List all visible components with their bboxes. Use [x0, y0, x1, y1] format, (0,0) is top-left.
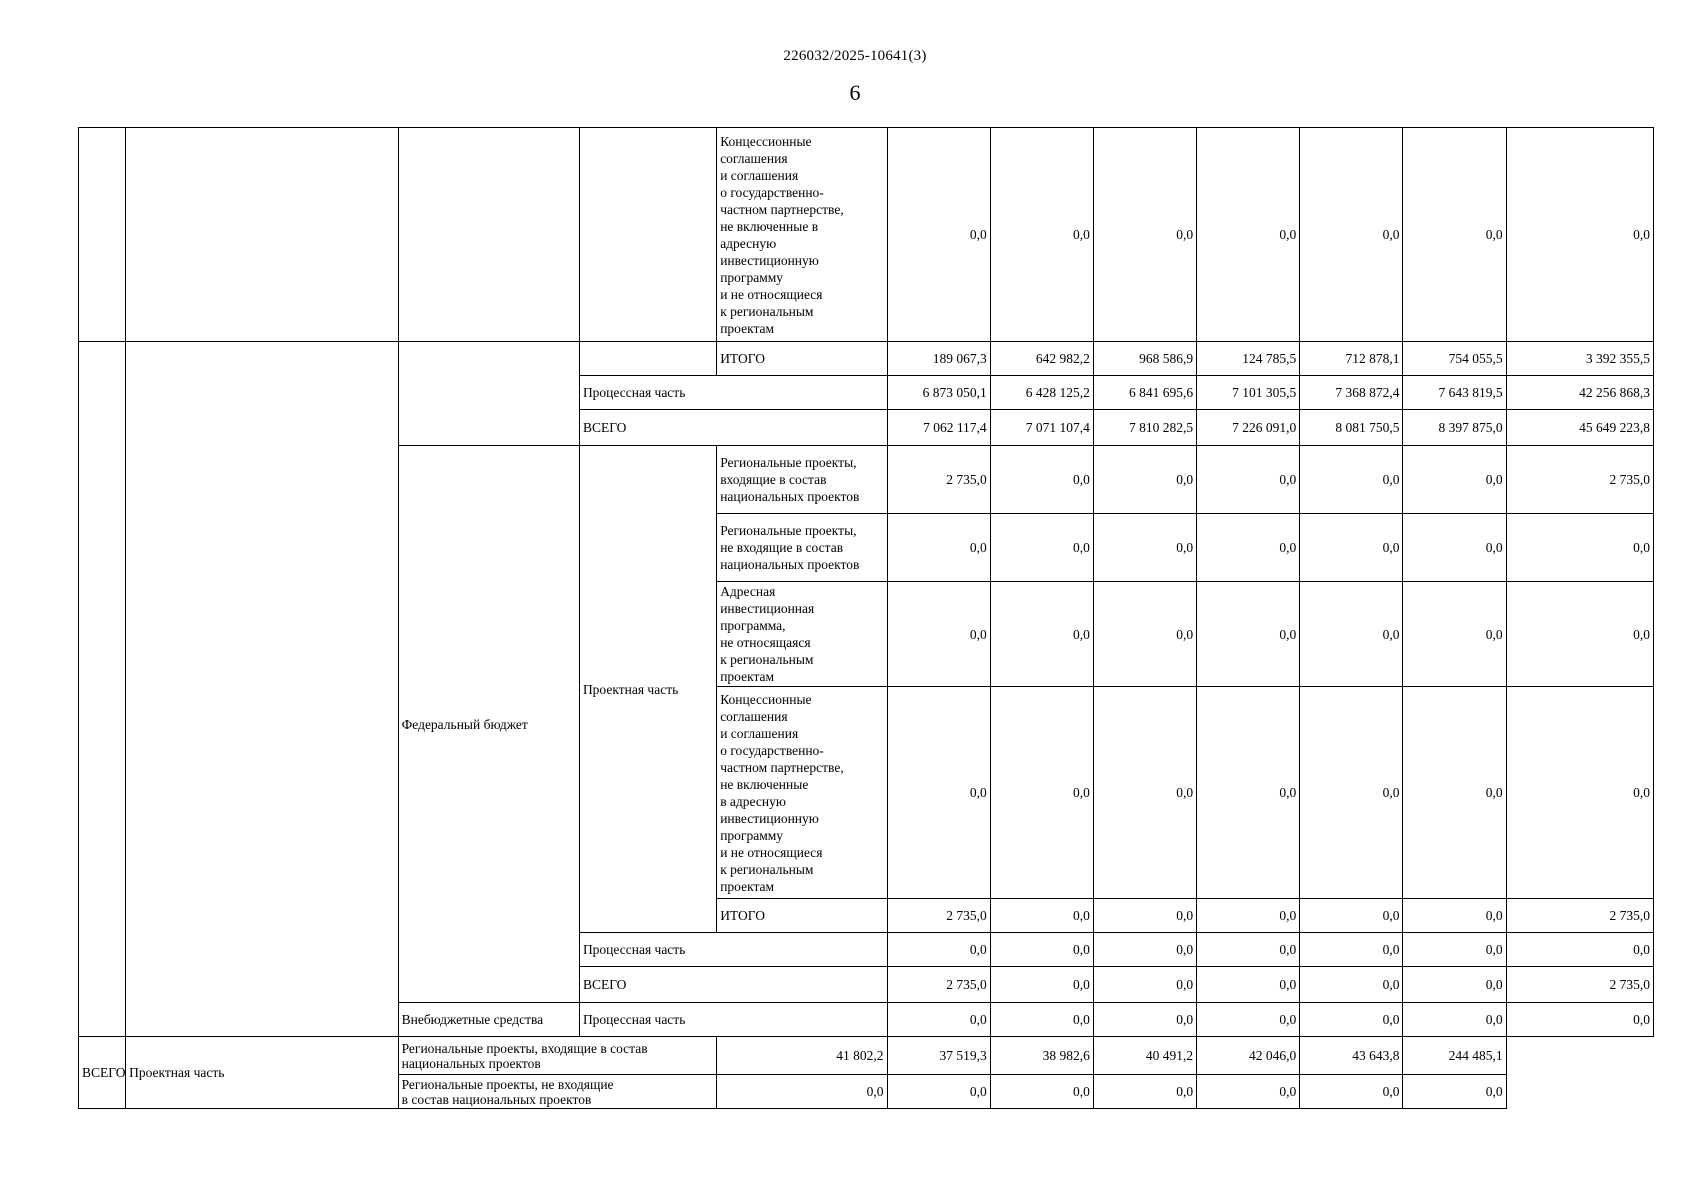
value-cell: 0,0: [1197, 967, 1300, 1003]
value-cell: 0,0: [887, 1003, 990, 1037]
value-cell: 8 397 875,0: [1403, 410, 1506, 446]
value-cell: 45 649 223,8: [1506, 410, 1653, 446]
value-cell: 0,0: [1093, 1003, 1196, 1037]
value-cell: 0,0: [1506, 128, 1653, 342]
value-cell: 7 226 091,0: [1197, 410, 1300, 446]
value-cell: 0,0: [1403, 1075, 1506, 1109]
value-cell: 0,0: [1197, 1003, 1300, 1037]
value-cell: 0,0: [1403, 1003, 1506, 1037]
value-cell: 0,0: [1300, 687, 1403, 899]
value-cell: 0,0: [1300, 1075, 1403, 1109]
value-cell: 2 735,0: [1506, 446, 1653, 514]
value-cell: 7 810 282,5: [1093, 410, 1196, 446]
extrabudget-label: Внебюджетные средства: [398, 1003, 579, 1037]
value-cell: 0,0: [1403, 899, 1506, 933]
value-cell: 0,0: [1506, 1003, 1653, 1037]
row-label-itogo: ИТОГО: [717, 899, 887, 933]
row-label-regional-in-national: Региональные проекты, входящие в состав национальных проектов: [717, 446, 887, 514]
value-cell: 0,0: [990, 899, 1093, 933]
cell-empty: [398, 342, 579, 446]
value-cell: 40 491,2: [1093, 1037, 1196, 1075]
value-cell: 41 802,2: [717, 1037, 887, 1075]
value-cell: 642 982,2: [990, 342, 1093, 376]
value-cell: 0,0: [1300, 582, 1403, 687]
value-cell: 7 062 117,4: [887, 410, 990, 446]
value-cell: 0,0: [990, 446, 1093, 514]
value-cell: 6 428 125,2: [990, 376, 1093, 410]
value-cell: 0,0: [887, 687, 990, 899]
value-cell: 2 735,0: [887, 967, 990, 1003]
value-cell: 0,0: [1197, 899, 1300, 933]
row-label-concession: Концессионные соглашения и соглашения о государственно- частном партнерстве, не включенные в адресную инвестиционную программу и не относящиеся к региональным проектам: [717, 687, 887, 899]
value-cell: 0,0: [1093, 514, 1196, 582]
cell-empty: [398, 128, 579, 342]
table-row: [79, 1037, 1654, 1075]
value-cell: 0,0: [1403, 687, 1506, 899]
value-cell: 189 067,3: [887, 342, 990, 376]
value-cell: 42 046,0: [1197, 1037, 1300, 1075]
row-label-regional-not-national: Региональные проекты, не входящие в состав национальных проектов: [717, 514, 887, 582]
value-cell: 0,0: [1093, 582, 1196, 687]
cell-empty: [579, 128, 716, 342]
value-cell: 38 982,6: [990, 1037, 1093, 1075]
project-part-label: Проектная часть: [579, 446, 716, 933]
row-label-vsego: ВСЕГО: [579, 410, 887, 446]
value-cell: 0,0: [990, 128, 1093, 342]
value-cell: 0,0: [1506, 687, 1653, 899]
value-cell: 0,0: [1093, 687, 1196, 899]
value-cell: 0,0: [1197, 687, 1300, 899]
value-cell: 0,0: [1300, 514, 1403, 582]
federal-budget-label: Федеральный бюджет: [398, 446, 579, 1003]
value-cell: 0,0: [990, 582, 1093, 687]
value-cell: 0,0: [1093, 446, 1196, 514]
value-cell: 0,0: [1300, 933, 1403, 967]
value-cell: 0,0: [1300, 1003, 1403, 1037]
value-cell: 7 101 305,5: [1197, 376, 1300, 410]
value-cell: 2 735,0: [1506, 967, 1653, 1003]
cell-empty: [579, 342, 716, 376]
value-cell: 42 256 868,3: [1506, 376, 1653, 410]
row-label-itogo: ИТОГО: [717, 342, 887, 376]
value-cell: 0,0: [1403, 967, 1506, 1003]
value-cell: 0,0: [887, 128, 990, 342]
value-cell: 7 071 107,4: [990, 410, 1093, 446]
row-label-process-part: Процессная часть: [579, 376, 887, 410]
value-cell: 2 735,0: [887, 899, 990, 933]
value-cell: 0,0: [1093, 128, 1196, 342]
budget-table: [78, 127, 1654, 1109]
value-cell: 0,0: [1093, 899, 1196, 933]
value-cell: 0,0: [1197, 446, 1300, 514]
table-row: [79, 128, 1654, 342]
value-cell: 0,0: [1197, 582, 1300, 687]
value-cell: 0,0: [1093, 967, 1196, 1003]
value-cell: 0,0: [990, 687, 1093, 899]
document-number: 226032/2025-10641(3): [783, 48, 927, 64]
value-cell: 0,0: [1197, 128, 1300, 342]
value-cell: 0,0: [1506, 582, 1653, 687]
total-project-part-label: Проектная часть: [126, 1037, 399, 1109]
row-label-regional-not-national: Региональные проекты, не входящие в состав национальных проектов: [398, 1075, 717, 1109]
value-cell: 6 841 695,6: [1093, 376, 1196, 410]
value-cell: 0,0: [990, 1075, 1093, 1109]
row-label-vsego: ВСЕГО: [579, 967, 887, 1003]
value-cell: 0,0: [1403, 446, 1506, 514]
row-label-concession: Концессионные соглашения и соглашения о государственно- частном партнерстве, не включенные в адресную инвестиционную программу и не относящиеся к региональным проектам: [717, 128, 887, 342]
cell-empty: [126, 342, 399, 1037]
value-cell: 2 735,0: [1506, 899, 1653, 933]
value-cell: 0,0: [1197, 933, 1300, 967]
value-cell: 0,0: [1300, 446, 1403, 514]
row-label-address-program: Адресная инвестиционная программа, не относящаяся к региональным проектам: [717, 582, 887, 687]
value-cell: 0,0: [1300, 967, 1403, 1003]
value-cell: 0,0: [1197, 1075, 1300, 1109]
value-cell: 0,0: [887, 514, 990, 582]
value-cell: 0,0: [1300, 899, 1403, 933]
value-cell: 124 785,5: [1197, 342, 1300, 376]
value-cell: 0,0: [1197, 514, 1300, 582]
value-cell: 0,0: [1403, 933, 1506, 967]
value-cell: 2 735,0: [887, 446, 990, 514]
value-cell: 0,0: [717, 1075, 887, 1109]
value-cell: 0,0: [1506, 514, 1653, 582]
cell-empty: [79, 128, 126, 342]
row-label-process-part: Процессная часть: [579, 1003, 887, 1037]
value-cell: 712 878,1: [1300, 342, 1403, 376]
table-row: [79, 342, 1654, 376]
value-cell: 0,0: [1403, 582, 1506, 687]
value-cell: 0,0: [990, 514, 1093, 582]
value-cell: 0,0: [887, 933, 990, 967]
value-cell: 0,0: [1300, 128, 1403, 342]
row-label-process-part: Процессная часть: [579, 933, 887, 967]
value-cell: 8 081 750,5: [1300, 410, 1403, 446]
value-cell: 0,0: [1506, 933, 1653, 967]
value-cell: 968 586,9: [1093, 342, 1196, 376]
value-cell: 0,0: [1093, 1075, 1196, 1109]
value-cell: 244 485,1: [1403, 1037, 1506, 1075]
value-cell: 0,0: [990, 1003, 1093, 1037]
value-cell: 0,0: [1093, 933, 1196, 967]
value-cell: 0,0: [887, 582, 990, 687]
value-cell: 7 643 819,5: [1403, 376, 1506, 410]
value-cell: 0,0: [1403, 514, 1506, 582]
value-cell: 43 643,8: [1300, 1037, 1403, 1075]
value-cell: 754 055,5: [1403, 342, 1506, 376]
value-cell: 6 873 050,1: [887, 376, 990, 410]
cell-empty: [126, 128, 399, 342]
value-cell: 0,0: [990, 967, 1093, 1003]
value-cell: 0,0: [1403, 128, 1506, 342]
value-cell: 0,0: [887, 1075, 990, 1109]
row-label-regional-in-national: Региональные проекты, входящие в состав национальных проектов: [398, 1037, 717, 1075]
value-cell: 3 392 355,5: [1506, 342, 1653, 376]
value-cell: 37 519,3: [887, 1037, 990, 1075]
cell-empty: [79, 342, 126, 1037]
grand-total-label: ВСЕГО: [79, 1037, 126, 1109]
value-cell: 7 368 872,4: [1300, 376, 1403, 410]
value-cell: 0,0: [990, 933, 1093, 967]
page-number: 6: [849, 80, 861, 105]
